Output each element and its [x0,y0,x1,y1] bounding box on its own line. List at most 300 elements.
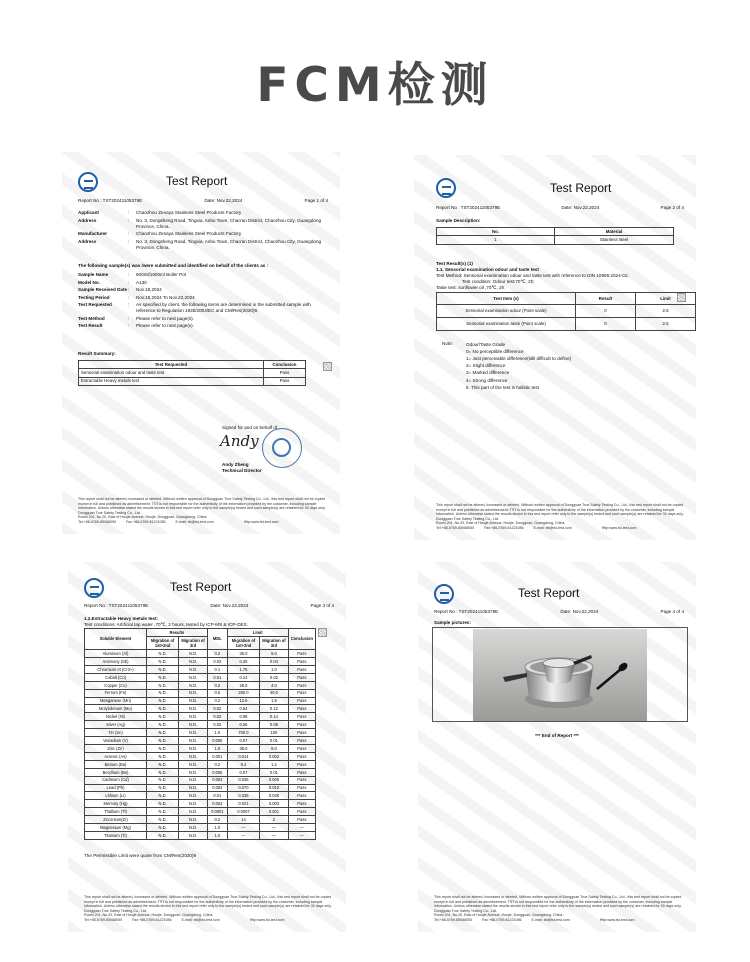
table-cell: N.D. [147,658,179,666]
footer-address: Room 201, No.20, East of Houjie Avenue, Houjie, Dongguan, Guangdong, China [436,521,565,526]
table-cell: — [227,831,259,839]
tst-logo-icon [436,178,456,198]
table-cell: 0.070 [227,784,259,792]
table-cell: N.D. [147,760,179,768]
page-number: Page 3 of 4 [310,603,334,608]
table-cell: 280.0 [227,689,259,697]
page-number: Page 1 of 4 [304,198,328,203]
test-results-label: Test Result(s) (1) [436,261,473,266]
footer-disclaimer: This report shall not be altered, increased or deleted. Without written approval of Dongguan True Safety Testing Co., Ltd., this test report shall not be copied except in full and published as advertisement. TST is not responsible for the authenticity of the information provided by the customer, including sample information. Unless otherwise stated the results shown in this test report refer only to the sample(s) tested and such sample(s) are retained for 30 days only. [84,895,332,909]
table-cell: Cadmium (Cd) [85,776,147,784]
table-cell: N.D. [179,745,208,753]
footer-web: Http:www.tst-test.com [601,525,637,530]
note-line: Odour/Taste Grade [466,342,506,347]
test-conditions: Test conditions: Artificial tap water ,70℃, 2 hours, tested by ICP-MS & ICP-OES. [84,622,248,627]
footer-fax: Fax:+86-0769-81221086 [126,519,166,524]
footer-web: Http:www.tst-test.com [243,519,279,524]
report-title: Test Report [518,586,580,600]
table-row [85,650,316,658]
table-header: Soluble Element [85,629,147,650]
report-number: Report No : TST20241105379E [84,603,149,608]
table-header: Material [555,228,674,236]
report-title: Test Report [166,174,228,188]
report-number: Report No : TST20241105379E [78,198,143,203]
table-cell: 0.048 [260,792,289,800]
table-cell: Sensorial examination odour (Point scale) [437,305,576,318]
heavy-metals-label: 1.2.Extractable Heavy metals test: [84,616,159,621]
report-date: Date: Nov.22,2024 [561,205,600,210]
table-row [85,705,316,713]
table-cell: 0.07 [227,737,259,745]
signature: Andy [220,432,259,450]
table-cell: Sensorial examination odour and taste test [79,369,264,377]
table-cell: N.D. [179,689,208,697]
sample-description-table [436,227,674,245]
tst-logo-icon [434,584,454,604]
table-cell: N.D. [179,792,208,800]
footer-web: Http:www.tst-test.com [599,917,635,922]
report-date: Date: Nov.22,2024 [204,198,243,203]
table-cell: 1.0 [207,831,227,839]
table-cell: 0.1 [207,665,227,673]
table-cell: 0.56 [227,721,259,729]
table-cell: N.D. [147,792,179,800]
sample-pictures-label: Sample pictures: [434,620,472,625]
report-header-line [436,205,684,211]
table-cell: Pass [288,792,315,800]
field-label: Test Result [78,323,103,329]
table-cell: 2.5 [636,318,696,331]
table-cell: 1.0 [207,729,227,737]
table-row [85,689,316,697]
table-cell: Manganese (Mn) [85,697,147,705]
table-row [85,721,316,729]
table-cell: 0.02 [207,705,227,713]
field-value: Please refer to next page(s). [136,323,194,329]
table-cell: N.D. [179,705,208,713]
footer-company: Dongguan True Safety Testing Co., Ltd. [84,908,147,913]
table-cell: N.D. [179,697,208,705]
table-cell: 100 [260,729,289,737]
table-cell: 0.0001 [207,808,227,816]
footer-email: E-mail: tst@tst-test.com [531,917,570,922]
footer-fax: Fax:+86-0769-81221086 [482,917,522,922]
report-header-line [434,609,684,615]
table-cell: Pass [288,768,315,776]
table-cell: 0.035 [227,776,259,784]
table-cell: 2 [260,816,289,824]
table-cell: Tin (Sn) [85,729,147,737]
table-cell: 0.98 [227,713,259,721]
table-cell: 1.8 [260,697,289,705]
end-of-report: *** End of Report *** [535,733,579,738]
table-cell: Copper (Cu) [85,681,147,689]
tst-logo-icon [78,172,98,192]
table-cell: N.D. [147,784,179,792]
table-cell: 1.2 [260,760,289,768]
table-cell: Pass [288,776,315,784]
table-cell: 28.0 [227,681,259,689]
table-cell: Nickel (Ni) [85,713,147,721]
report-footer [436,503,684,530]
footer-fax: Fax:+86-0769-81221086 [132,917,172,922]
table-row [79,377,306,385]
field-label: Sample Name [78,272,109,277]
table-header: No. [437,228,555,236]
footer-tel: Tel:+86-0769-85088050 [434,917,473,922]
table-header: Conclusion [264,361,306,369]
report-number: Report No : TST20241105379E [434,609,499,614]
table-cell: N.D. [179,816,208,824]
footer-tel: Tel:+86-0769-85088050 [436,525,475,530]
table-cell: 0.0007 [227,808,259,816]
table-cell: Magnesium (Mg) [85,824,147,832]
table-cell: 0.01 [207,673,227,681]
table-row [85,824,316,832]
taste-test: Taste test: sunflower oil ,70℃, 2h. [436,285,506,290]
table-cell: 1.0 [207,745,227,753]
table-header: Test Item (s) [437,293,576,305]
report-date: Date: Nov.22,2024 [210,603,249,608]
table-header: Migration of 3rd [179,636,208,649]
table-row [85,776,316,784]
footer-disclaimer: This report shall not be altered, increased or deleted. Without written approval of Dongguan True Safety Testing Co., Ltd., this test report shall not be copied except in full and published as advertisement. TST is not responsible for the authenticity of the information provided by the customer, including sample information. Unless otherwise stated the results shown in this test report refer only to the sample(s) tested and such sample(s) are retained for 30 days only. [78,497,326,511]
table-cell: N.D. [147,824,179,832]
footer-address: Room 201, No.20, East of Houjie Avenue, Houjie, Dongguan, Guangdong, China [84,913,213,918]
table-cell: 0.002 [260,752,289,760]
table-cell: 700.0 [227,729,259,737]
table-cell: 0.14 [227,673,259,681]
table-header: Result [576,293,636,305]
table-row [85,768,316,776]
table-row [85,784,316,792]
signed-for: Signed for and on behalf of [222,425,278,430]
table-cell: N.D. [179,673,208,681]
table-cell: 0.14 [260,713,289,721]
table-cell: 0.002 [207,776,227,784]
report-number: Report No : TST20241105379E [436,205,501,210]
table-cell: N.D. [179,650,208,658]
report-footer [78,497,328,524]
field-label: Test Method [78,315,105,321]
table-cell: N.D. [179,831,208,839]
table-cell: Zinc (Zn) [85,745,147,753]
table-cell: Zirconium(Zr) [85,816,147,824]
table-header: Migration of 1st+2nd [227,636,259,649]
table-row [437,305,696,318]
table-cell: Pass [288,816,315,824]
table-row [437,236,674,244]
table-cell: N.D. [147,776,179,784]
table-cell: Vanadium (V) [85,737,147,745]
table-cell: 14 [227,816,259,824]
sample-photo-frame [432,627,688,722]
report-page-1 [62,152,340,534]
table-cell: 0.01 [207,792,227,800]
qr-code-icon [318,628,327,637]
table-cell: Pass [288,721,315,729]
table-cell: 35.0 [227,650,259,658]
table-cell: 1 [437,236,555,244]
report-date: Date: Nov.22,2024 [560,609,599,614]
tst-logo-icon [84,578,104,598]
report-page-3 [68,562,346,932]
table-cell: 40.0 [260,689,289,697]
table-row [85,665,316,673]
table-cell: N.D. [147,665,179,673]
report-footer [434,895,684,922]
footer-tel: Tel:+86-0769-85088050 [84,917,123,922]
table-cell: N.D. [179,768,208,776]
table-cell: N.D. [147,816,179,824]
report-title: Test Report [550,181,612,195]
field-value: Nov.18,2024 [136,287,162,293]
table-cell: 0.2 [207,816,227,824]
footer-disclaimer: This report shall not be altered, increased or deleted. Without written approval of Dongguan True Safety Testing Co., Ltd., this test report shall not be copied except in full and published as advertisement. TST is not responsible for the authenticity of the information provided by the customer, including sample information. Unless otherwise stated the results shown in this test report refer only to the sample(s) tested and such sample(s) are retained for 30 days only. [434,895,682,909]
table-cell: 0.04 [260,658,289,666]
table-cell: 0.28 [227,658,259,666]
footer-email: E-mail: tst@tst-test.com [533,525,572,530]
table-cell: Cobalt (Co) [85,673,147,681]
table-cell: Thallium (Tl) [85,808,147,816]
table-cell: Pass [288,681,315,689]
table-cell: 0.84 [227,705,259,713]
table-cell: N.D. [147,705,179,713]
table-header: Limit [227,629,288,637]
table-row [85,816,316,824]
footer-tel: Tel:+86-0769-85088050 [78,519,117,524]
qr-code-icon [323,362,332,371]
table-cell: N.D. [147,831,179,839]
field-value: Chaozhou Zenaya Stainless Steel Products Factory [136,210,242,215]
table-header: MDL [207,629,227,650]
table-cell: Pass [264,369,306,377]
field-value: As specified by client, the following items are determined in the submitted sample with reference to Regulation 1935/2004/EC and CM/Res(2020)9. [136,302,311,314]
table-cell: 0.005 [207,737,227,745]
table-cell: Pass [288,784,315,792]
limit-note: The Permissible Limit were quote from CM/Res(2020)9 [84,853,197,858]
footer-email: E-mail: tst@tst-test.com [175,519,214,524]
result-summary-table [78,360,306,386]
table-row [85,800,316,808]
table-cell: 4.0 [260,681,289,689]
test-condition: Test condition: Odour test:70℃, 2h; [462,279,535,284]
field-label: Address [78,238,97,244]
table-cell: N.D. [179,737,208,745]
table-cell: 0.001 [207,752,227,760]
table-cell: Pass [288,697,315,705]
page-title: FCM检测 [256,58,494,113]
page-number: Page 4 of 4 [660,609,684,614]
table-cell: — [260,824,289,832]
table-cell: N.D. [147,689,179,697]
table-cell: Pass [288,665,315,673]
table-cell: Pass [288,729,315,737]
note-line: 3= Marked difference [466,370,510,376]
table-row [85,658,316,666]
footer-web: Http:www.tst-test.com [249,917,285,922]
table-cell: Ferrum (Fe) [85,689,147,697]
table-cell: 0 [576,318,636,331]
table-cell: Pass [288,760,315,768]
table-cell: 35.0 [227,745,259,753]
table-cell: 0.005 [260,776,289,784]
table-cell: N.D. [179,784,208,792]
table-cell: 0.2 [207,650,227,658]
table-cell: N.D. [147,768,179,776]
table-cell: N.D. [179,681,208,689]
result-summary-label: Result Summary: [78,351,116,356]
field-label: Address [78,217,97,223]
footer-company: Dongguan True Safety Testing Co., Ltd. [436,516,499,521]
table-cell: Barium (Ba) [85,760,147,768]
table-header: Test Requested [79,361,264,369]
table-cell: — [288,831,315,839]
table-cell: Antimony (Sb) [85,658,147,666]
table-cell: 0 [576,305,636,318]
table-cell: 0.01 [260,768,289,776]
table-cell: Extractable Heavy metals test [79,377,264,385]
field-value: A130 [136,279,147,285]
table-cell: Aluminum (Al) [85,650,147,658]
table-cell: — [260,831,289,839]
table-cell: Pass [288,689,315,697]
table-cell: 8.4 [227,760,259,768]
table-cell: 5.0 [260,745,289,753]
table-cell: 0.5 [207,689,227,697]
table-cell: N.D. [147,673,179,681]
sample-info: Sample Name : 600ml/1600ml Boiler Pot Model No. : A130 Sample Received Date : Nov.18,2024 Testing Period : Nov.18,2024 To Nov.22,2024 Test Requested : As specified by client, the following items are determined in the submitted sample with reference to Regulation 1935/2004/EC and CM/Res(2020)9. Test Method : Please refer to next page(s). Test Result : Please refer to next page(s). [78,272,328,331]
table-cell: Pass [288,745,315,753]
table-cell: 0.01 [260,737,289,745]
table-cell: Lead (Pb) [85,784,147,792]
sensorial-results-table [436,292,696,331]
table-header: Results [147,629,208,637]
table-row [85,713,316,721]
table-cell: Pass [288,650,315,658]
note-line: 0= No perceptible difference [466,349,524,355]
table-cell: N.D. [179,760,208,768]
footer-disclaimer: This report shall not be altered, increased or deleted. Without written approval of Dongguan True Safety Testing Co., Ltd., this test report shall not be copied except in full and published as advertisement. TST is not responsible for the authenticity of the information provided by the customer, including sample information. Unless otherwise stated the results shown in this test report refer only to the sample(s) tested and such sample(s) are retained for 30 days only. [436,503,684,517]
table-cell: Pass [288,658,315,666]
table-cell: 2.5 [636,305,696,318]
table-cell: 0.014 [227,752,259,760]
table-cell: Pass [288,800,315,808]
table-cell: Chromium III (Cr3+) [85,665,147,673]
table-cell: 0.002 [207,784,227,792]
table-cell: 0.005 [207,768,227,776]
table-row [85,681,316,689]
table-row [85,808,316,816]
table-cell: — [227,824,259,832]
note-label: Note: [442,341,453,346]
table-cell: 0.07 [227,768,259,776]
footer-address: Room 201, No.20, East of Houjie Avenue, Houjie, Dongguan, Guangdong, China [78,515,207,520]
field-label: Test Requested [78,302,112,308]
table-cell: 0.001 [260,808,289,816]
table-cell: N.D. [147,737,179,745]
table-cell: 1.75 [227,665,259,673]
field-label: Testing Period [78,294,110,300]
table-cell: N.D. [147,808,179,816]
table-cell: Pass [288,808,315,816]
table-cell: N.D. [147,800,179,808]
note-line: 1= Just perceivable difference(still difficult to define) [466,356,572,362]
table-cell: N.D. [179,824,208,832]
table-cell: N.D. [147,681,179,689]
table-cell: Pass [288,673,315,681]
table-cell: 0.010 [260,784,289,792]
table-cell: Stainless steel [555,236,674,244]
table-header: Migration of 3rd [260,636,289,649]
company-seal-icon [262,428,302,468]
client-info: Applicant : Chaozhou Zenaya Stainless Steel Products Factory Address : No. 3, Dongsheng Road, Tingxia, Anbu Town, Chao'an District, Chaozhou City, Guangdong Province, China. Manufacturer : Chaozhou Zenaya Stainless Steel Products Factory Address : No. 3, Dongsheng Road, Tingxia, Anbu Town, Chao'an District, Chaozhou City, Guangdong Province, China. [78,210,328,252]
field-label: Manufacturer [78,231,108,237]
table-cell: N.D. [179,713,208,721]
table-cell: 0.02 [207,713,227,721]
table-row [79,369,306,377]
heavy-metals-table [84,628,316,840]
field-label: Sample Received Date [78,287,128,293]
table-row [85,729,316,737]
report-page-2 [414,155,696,540]
table-cell: 5.0 [260,650,289,658]
table-header: Migration of 1st+2nd [147,636,179,649]
table-cell: 0.12 [260,705,289,713]
table-cell: Beryllium (Be) [85,768,147,776]
table-cell: Lithium (Li) [85,792,147,800]
table-cell: 0.021 [227,800,259,808]
table-cell: 1.0 [260,665,289,673]
signer-title: Technical Director [222,468,262,473]
field-label: Model No. [78,279,100,285]
table-header: Conclusion [288,629,315,650]
table-cell: N.D. [147,650,179,658]
table-cell: 0.2 [207,760,227,768]
table-cell: 12.6 [227,697,259,705]
table-cell: N.D. [179,665,208,673]
table-cell: N.D. [179,752,208,760]
table-row [85,673,316,681]
qr-code-icon [677,293,686,302]
table-cell: N.D. [179,800,208,808]
table-cell: N.D. [147,729,179,737]
note-line: 2= Slight difference [466,363,506,369]
table-cell: Pass [288,705,315,713]
field-value: No. 3, Dongsheng Road, Tingxia, Anbu Town, Chao'an District, Chaozhou City, Guangdong Province, China. [136,217,322,229]
sample-intro: The following sample(s) was /were submitted and identified on behalf of the clients as : [78,263,269,268]
table-cell: Sensorial examination taste (Point scale) [437,318,576,331]
table-row [85,752,316,760]
table-cell: Silver (Ag) [85,721,147,729]
table-cell: N.D. [147,721,179,729]
table-cell: Mercury (Hg) [85,800,147,808]
footer-company: Dongguan True Safety Testing Co., Ltd. [434,908,497,913]
table-row [85,760,316,768]
table-cell: N.D. [147,745,179,753]
table-cell: N.D. [179,721,208,729]
table-cell: N.D. [179,658,208,666]
table-cell: 0.02 [207,721,227,729]
table-row [85,737,316,745]
table-cell: Pass [288,713,315,721]
table-cell: N.D. [147,713,179,721]
table-row [85,831,316,839]
heavy-metals-body [85,650,316,840]
footer-fax: Fax:+86-0769-81221086 [484,525,524,530]
table-cell: 0.2 [207,697,227,705]
table-cell: 0.2 [207,681,227,689]
